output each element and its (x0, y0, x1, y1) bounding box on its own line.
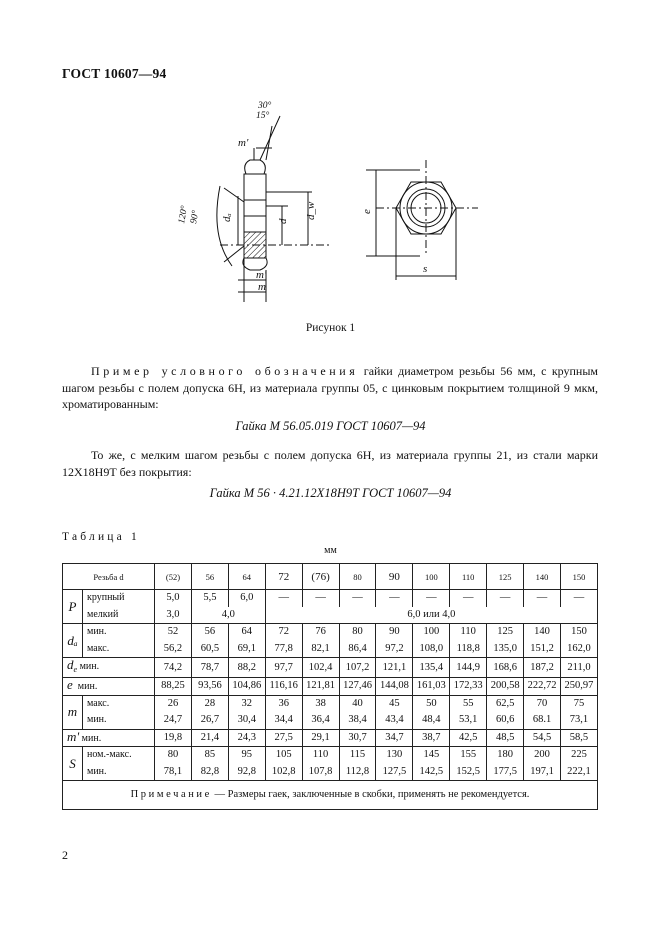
dim-label-m-prime-top: m' (238, 137, 249, 149)
table-cell: — (413, 590, 450, 607)
table-cell: 55 (450, 695, 487, 712)
figure-caption: Рисунок 1 (305, 322, 356, 334)
table-cell: — (302, 590, 339, 607)
table-cell: 211,0 (560, 658, 597, 678)
table-cell: 76 (302, 624, 339, 641)
table-cell: 5,0 (155, 590, 192, 607)
table-cell: 80 (339, 624, 376, 641)
thread-size-cell: 125 (487, 564, 524, 590)
table-cell: 225 (560, 747, 597, 764)
table-cell: 24,3 (228, 729, 265, 747)
table-cell: 135,0 (487, 641, 524, 658)
angle-label-90: 90° (189, 209, 202, 225)
table-cell: 145 (413, 747, 450, 764)
table-cell: 29,1 (302, 729, 339, 747)
table-cell: 54,5 (524, 729, 561, 747)
thread-size-cell: 72 (265, 564, 302, 590)
table-cell: 127,46 (339, 678, 376, 696)
row-label: мелкий (83, 607, 155, 624)
symbol-s: S (63, 747, 83, 781)
dimensions-table (62, 563, 598, 810)
table-note-row (63, 781, 598, 810)
table-cell: 200 (524, 747, 561, 764)
example-heading-spaced: Пример условного обозначения (91, 364, 359, 378)
note-text: — Размеры гаек, заключенные в скобки, применять не рекомендуется. (211, 789, 530, 800)
table-row-da-min (63, 624, 598, 641)
designation-example-1: Гайка М 56.05.019 ГОСТ 10607—94 (235, 419, 426, 433)
table-cell: 110 (302, 747, 339, 764)
dim-label-m-prime-bottom: m' (256, 269, 267, 281)
symbol-p: P (63, 590, 83, 624)
table-row-e-min (63, 678, 598, 696)
table-cell: 30,4 (228, 712, 265, 729)
table-cell: 38,4 (339, 712, 376, 729)
table-cell: 58,5 (560, 729, 597, 747)
table-cell: 144,08 (376, 678, 413, 696)
table-cell: 36,4 (302, 712, 339, 729)
table-cell: 75 (560, 695, 597, 712)
table-cell: 38,7 (413, 729, 450, 747)
table-cell: 92,8 (228, 764, 265, 781)
note-heading: Примечание (130, 789, 212, 800)
table-cell: 64 (228, 624, 265, 641)
row-label: мин. (83, 624, 155, 641)
table-cell: 130 (376, 747, 413, 764)
table-row-p-coarse (63, 590, 598, 607)
row-label: мин. (83, 764, 155, 781)
table-cell: 50 (413, 695, 450, 712)
row-label: ном.-макс. (83, 747, 155, 764)
table-cell: 73,1 (560, 712, 597, 729)
thread-size-cell: 110 (450, 564, 487, 590)
table-cell: 27,5 (265, 729, 302, 747)
symbol-dw-subscript: e (73, 665, 78, 674)
same-fine-pitch-paragraph: То же, с мелким шагом резьбы с полем допуска 6Н, из материала группы 21, из стали марки 12Х18Н9Т без покрытия: (62, 448, 598, 479)
table-cell: 90 (376, 624, 413, 641)
symbol-e: e (67, 677, 73, 693)
nut-side-body (244, 174, 266, 232)
table-cell: 115 (339, 747, 376, 764)
table-cell: 161,03 (413, 678, 450, 696)
table-cell: 152,5 (450, 764, 487, 781)
table-cell: 108,0 (413, 641, 450, 658)
thread-size-cell: 80 (339, 564, 376, 590)
table-cell: 77,8 (265, 641, 302, 658)
table-cell: 105 (265, 747, 302, 764)
table-cell: 95 (228, 747, 265, 764)
table-cell: 187,2 (524, 658, 561, 678)
table-cell: 151,2 (524, 641, 561, 658)
table-caption: Таблица 1 (62, 531, 140, 543)
table-cell: 82,8 (191, 764, 228, 781)
table-row-da-max (63, 641, 598, 658)
thread-size-cell: (76) (302, 564, 339, 590)
symbol-dw: d (67, 657, 74, 672)
table-row-m-min (63, 712, 598, 729)
table-cell: 6,0 (228, 590, 265, 607)
table-cell: 78,7 (191, 658, 228, 678)
table-cell: 150 (560, 624, 597, 641)
thread-header-cell: Резьба d (63, 564, 155, 590)
table-cell: — (265, 590, 302, 607)
table-cell: 121,81 (302, 678, 339, 696)
table-row-p-fine (63, 607, 598, 624)
table-cell: 48,4 (413, 712, 450, 729)
table-cell: 5,5 (191, 590, 228, 607)
table-cell: 107,2 (339, 658, 376, 678)
table-cell: 48,5 (487, 729, 524, 747)
table-cell: — (560, 590, 597, 607)
table-cell: 60,6 (487, 712, 524, 729)
table-cell: — (339, 590, 376, 607)
nut-drawing (120, 96, 540, 316)
table-row-s-min (63, 764, 598, 781)
table-cell: 38 (302, 695, 339, 712)
angle-label-30: 30° (258, 101, 272, 111)
thread-size-cell: 100 (413, 564, 450, 590)
table-cell: — (376, 590, 413, 607)
table-cell: 172,33 (450, 678, 487, 696)
table-cell: 97,7 (265, 658, 302, 678)
table-cell: 86,4 (339, 641, 376, 658)
table-cell: 177,5 (487, 764, 524, 781)
angle-label-120: 120° (177, 204, 191, 225)
table-cell: 40 (339, 695, 376, 712)
dim-label-dw: d_w (305, 201, 317, 220)
table-cell: 93,56 (191, 678, 228, 696)
table-cell: 62,5 (487, 695, 524, 712)
thread-size-cell: 56 (191, 564, 228, 590)
dim-label-m: m (258, 281, 266, 293)
thread-size-cell: 150 (560, 564, 597, 590)
table-cell: 45 (376, 695, 413, 712)
table-cell: 34,4 (265, 712, 302, 729)
table-cell: 30,7 (339, 729, 376, 747)
table-row-dw-min (63, 658, 598, 678)
table-cell: 78,1 (155, 764, 192, 781)
table-cell: 74,2 (155, 658, 192, 678)
table-cell: — (524, 590, 561, 607)
table-cell: 142,5 (413, 764, 450, 781)
table-cell: 140 (524, 624, 561, 641)
table-cell: 80 (155, 747, 192, 764)
row-label: мин. (77, 681, 98, 693)
table-header-row (63, 564, 598, 590)
table-cell: — (450, 590, 487, 607)
row-label: мин. (81, 732, 102, 744)
table-cell: 56 (191, 624, 228, 641)
table-cell: 110 (450, 624, 487, 641)
table-row-s-nom (63, 747, 598, 764)
table-cell: 60,5 (191, 641, 228, 658)
table-row-m-prime-min (63, 729, 598, 747)
table-cell: 222,1 (560, 764, 597, 781)
table-cell: 42,5 (450, 729, 487, 747)
table-cell: 127,5 (376, 764, 413, 781)
table-cell: 155 (450, 747, 487, 764)
table-cell: 88,2 (228, 658, 265, 678)
table-cell: 100 (413, 624, 450, 641)
table-cell: 32 (228, 695, 265, 712)
table-cell: 112,8 (339, 764, 376, 781)
table-cell: 52 (155, 624, 192, 641)
table-cell: 135,4 (413, 658, 450, 678)
table-cell: 56,2 (155, 641, 192, 658)
row-label-m-prime (63, 729, 155, 747)
table-cell: 28 (191, 695, 228, 712)
table-cell: 121,1 (376, 658, 413, 678)
table-cell: 70 (524, 695, 561, 712)
table-cell: 125 (487, 624, 524, 641)
table-cell: 144,9 (450, 658, 487, 678)
row-label: макс. (83, 641, 155, 658)
table-cell: 26,7 (191, 712, 228, 729)
table-cell: 21,4 (191, 729, 228, 747)
table-cell: 24,7 (155, 712, 192, 729)
table-cell: 68.1 (524, 712, 561, 729)
table-cell: 85 (191, 747, 228, 764)
table-cell: 222,72 (524, 678, 561, 696)
table-cell: 107,8 (302, 764, 339, 781)
table-note (63, 781, 598, 810)
thread-size-cell: (52) (155, 564, 192, 590)
table-cell: 180 (487, 747, 524, 764)
row-label: мин. (79, 661, 100, 672)
table-units: мм (324, 545, 337, 556)
symbol-m-prime: m' (67, 728, 80, 744)
table-cell: 36 (265, 695, 302, 712)
table-cell: — (487, 590, 524, 607)
table-cell: 168,6 (487, 658, 524, 678)
table-cell: 53,1 (450, 712, 487, 729)
dim-label-da: dₐ (221, 213, 233, 222)
table-cell: 200,58 (487, 678, 524, 696)
table-cell: 4,0 (191, 607, 265, 624)
table-cell: 116,16 (265, 678, 302, 696)
table-cell: 88,25 (155, 678, 192, 696)
designation-example-paragraph (62, 363, 598, 413)
row-label-e (63, 678, 155, 696)
table-cell: 82,1 (302, 641, 339, 658)
dim-label-s: s (423, 263, 428, 275)
page-number: 2 (62, 848, 68, 862)
symbol-da: dₐ (63, 624, 83, 658)
table-cell: 250,97 (560, 678, 597, 696)
table-cell: 69,1 (228, 641, 265, 658)
thread-size-cell: 64 (228, 564, 265, 590)
table-cell: 97,2 (376, 641, 413, 658)
symbol-m: m (63, 695, 83, 729)
table-cell: 102,8 (265, 764, 302, 781)
table-cell: 197,1 (524, 764, 561, 781)
table-cell: 3,0 (155, 607, 192, 624)
table-cell: 118,8 (450, 641, 487, 658)
table-cell: 19,8 (155, 729, 192, 747)
dim-label-d: d (277, 218, 289, 224)
row-label: крупный (83, 590, 155, 607)
document-header: ГОСТ 10607—94 (62, 66, 167, 81)
example-text: гайки диаметром резьбы 56 мм, с крупным шагом резьбы с полем допуска 6Н, из материала группы 05, с цинковым покрытием толщиной 9 мкм, хроматированным: (62, 364, 599, 411)
table-cell: 6,0 или 4,0 (265, 607, 597, 624)
nut-side-top-chamfer (245, 160, 266, 174)
table-row-m-max (63, 695, 598, 712)
table-cell: 72 (265, 624, 302, 641)
table-cell: 26 (155, 695, 192, 712)
designation-example-2: Гайка М 56 · 4.21.12Х18Н9Т ГОСТ 10607—94 (209, 486, 452, 500)
table-cell: 104,86 (228, 678, 265, 696)
dim-label-e: e (361, 209, 373, 214)
thread-size-cell: 140 (524, 564, 561, 590)
row-label-dw (63, 658, 155, 678)
row-label: макс. (83, 695, 155, 712)
angle-label-15: 15° (256, 111, 270, 121)
table-cell: 162,0 (560, 641, 597, 658)
row-label: мин. (83, 712, 155, 729)
thread-size-cell: 90 (376, 564, 413, 590)
table-cell: 34,7 (376, 729, 413, 747)
table-cell: 102,4 (302, 658, 339, 678)
table-cell: 43,4 (376, 712, 413, 729)
